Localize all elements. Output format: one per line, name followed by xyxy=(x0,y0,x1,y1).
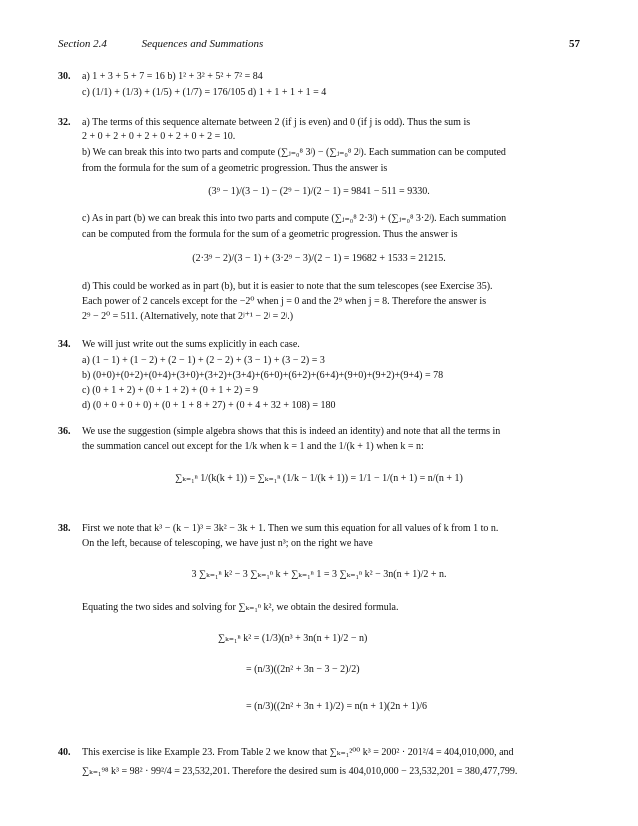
exercise-32-d-line-3: 2⁹ − 2⁰ = 511. (Alternatively, note that 2ʲ⁺¹ − 2ʲ = 2ʲ.) xyxy=(82,311,294,322)
exercise-34-c: c) (0 + 1 + 2) + (0 + 1 + 2) + (0 + 1 + 2) = 9 xyxy=(82,385,259,396)
section-label: Section 2.4 xyxy=(58,38,107,50)
exercise-number-30: 30. xyxy=(58,71,71,82)
exercise-number-38: 38. xyxy=(58,523,71,534)
exercise-38-line-1: First we note that k³ − (k − 1)³ = 3k² − 3k + 1. Then we sum this equation for all values of k from 1 to n. xyxy=(82,523,499,534)
exercise-32-a-line-1: a) The terms of this sequence alternate between 2 (if j is even) and 0 (if j is odd). Thus the sum is xyxy=(82,117,471,128)
exercise-number-34: 34. xyxy=(58,339,71,350)
exercise-34-a: a) (1 − 1) + (1 − 2) + (2 − 1) + (2 − 2) + (3 − 1) + (3 − 2) = 3 xyxy=(82,355,325,366)
exercise-38-line-2: On the left, because of telescoping, we have just n³; on the right we have xyxy=(82,538,373,549)
exercise-32-c-line-1: c) As in part (b) we can break this into two parts and compute (∑ⱼ₌₀⁸ 2·3ʲ) + (∑ⱼ₌₀⁸ 3·2ʲ). Each summation xyxy=(82,213,507,224)
exercise-38-equation-2: ∑ₖ₌₁ⁿ k² = (1/3)(n³ + 3n(n + 1)/2 − n) xyxy=(218,633,368,644)
exercise-32-d-line-1: d) This could be worked as in part (b), but it is easier to note that the sum telescopes (see Exercise 35). xyxy=(82,281,493,292)
exercise-number-40: 40. xyxy=(58,747,71,758)
exercise-32-a-line-2: 2 + 0 + 2 + 0 + 2 + 0 + 2 + 0 + 2 = 10. xyxy=(82,131,236,142)
exercise-32-c-line-2: can be computed from the formula for the sum of a geometric progression. Thus the answer is xyxy=(82,229,458,240)
exercise-38-line-3: Equating the two sides and solving for ∑ₖ₌₁ⁿ k², we obtain the desired formula. xyxy=(82,602,399,613)
exercise-36-equation: ∑ₖ₌₁ⁿ 1/(k(k + 1)) = ∑ₖ₌₁ⁿ (1/k − 1/(k + 1)) = 1/1 − 1/(n + 1) = n/(n + 1) xyxy=(175,473,463,484)
exercise-40-line-1: This exercise is like Example 23. From Table 2 we know that ∑ₖ₌₁²⁰⁰ k³ = 200² · 201²/4 = 404,010,000, and xyxy=(82,747,514,758)
exercise-30-line-2: c) (1/1) + (1/3) + (1/5) + (1/7) = 176/105 d) 1 + 1 + 1 + 1 = 4 xyxy=(82,87,327,98)
section-title: Sequences and Summations xyxy=(141,38,264,50)
page-number: 57 xyxy=(569,38,580,50)
running-header xyxy=(58,38,580,52)
exercise-32-b-line-1: b) We can break this into two parts and compute (∑ⱼ₌₀⁸ 3ʲ) − (∑ⱼ₌₀⁸ 2ʲ). Each summation can be computed xyxy=(82,147,506,158)
exercise-38-equation-1: 3 ∑ₖ₌₁ⁿ k² − 3 ∑ₖ₌₁ⁿ k + ∑ₖ₌₁ⁿ 1 = 3 ∑ₖ₌₁ⁿ k² − 3n(n + 1)/2 + n. xyxy=(191,569,447,580)
exercise-32-b-equation: (3⁹ − 1)/(3 − 1) − (2⁹ − 1)/(2 − 1) = 9841 − 511 = 9330. xyxy=(208,186,430,197)
exercise-34-b: b) (0+0)+(0+2)+(0+4)+(3+0)+(3+2)+(3+4)+(6+0)+(6+2)+(6+4)+(9+0)+(9+2)+(9+4) = 78 xyxy=(82,370,444,381)
exercise-32-c-equation: (2·3⁹ − 2)/(3 − 1) + (3·2⁹ − 3)/(2 − 1) = 19682 + 1533 = 21215. xyxy=(192,253,446,264)
exercise-32-b-line-2: from the formula for the sum of a geometric progression. Thus the answer is xyxy=(82,163,388,174)
exercise-38-equation-3: = (n/3)((2n² + 3n − 3 − 2)/2) xyxy=(246,664,360,675)
exercise-36-line-2: the summation cancel out except for the 1/k when k = 1 and the 1/(k + 1) when k = n: xyxy=(82,441,424,452)
exercise-34-d: d) (0 + 0 + 0 + 0) + (0 + 1 + 8 + 27) + (0 + 4 + 32 + 108) = 180 xyxy=(82,400,336,411)
exercise-36-line-1: We use the suggestion (simple algebra shows that this is indeed an identity) and note that all the terms in xyxy=(82,426,501,437)
exercise-30-line-1: a) 1 + 3 + 5 + 7 = 16 b) 1² + 3² + 5² + 7² = 84 xyxy=(82,71,263,82)
exercise-number-32: 32. xyxy=(58,117,71,128)
exercise-32-d-line-2: Each power of 2 cancels except for the −2⁰ when j = 0 and the 2⁹ when j = 8. Therefore the answer is xyxy=(82,296,487,307)
exercise-40-line-2: ∑ₖ₌₁⁹⁸ k³ = 98² · 99²/4 = 23,532,201. Therefore the desired sum is 404,010,000 − 23,532,201 = 380,477,799. xyxy=(82,766,518,777)
exercise-38-equation-4: = (n/3)((2n² + 3n + 1)/2) = n(n + 1)(2n + 1)/6 xyxy=(246,701,427,712)
exercise-34-intro: We will just write out the sums explicitly in each case. xyxy=(82,339,300,350)
exercise-number-36: 36. xyxy=(58,426,71,437)
